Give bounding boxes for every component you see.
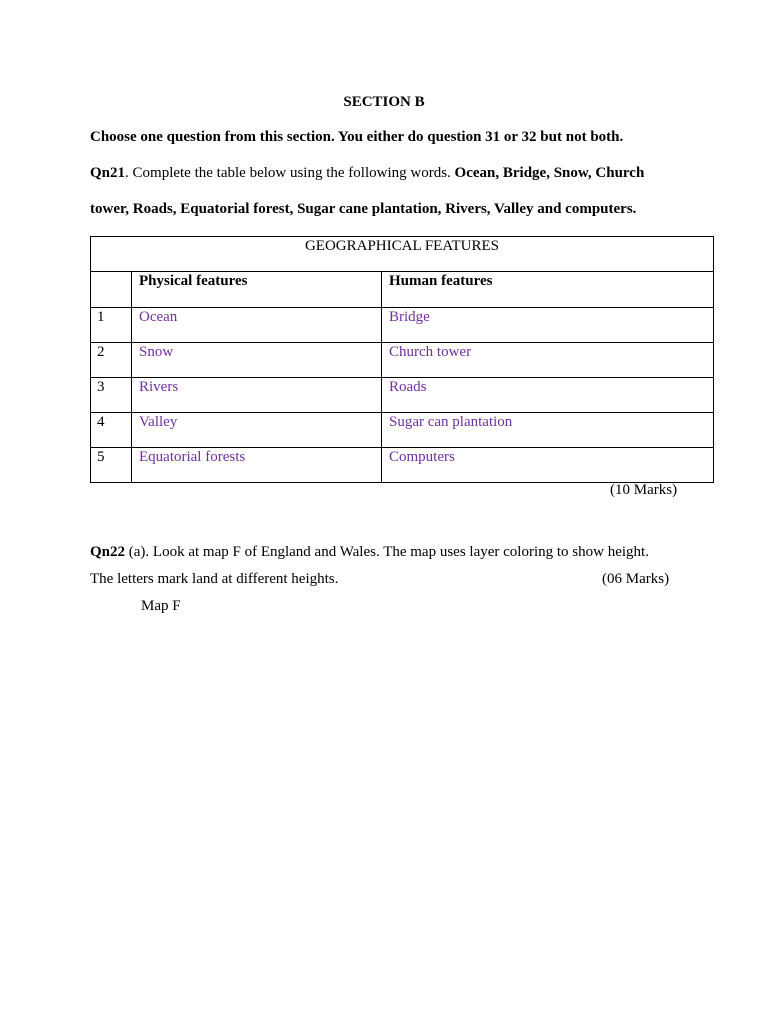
row-number-cell xyxy=(91,413,132,448)
qn21-marks: (10 Marks) xyxy=(610,482,678,498)
human-feature: Church tower xyxy=(389,344,472,360)
header-physical-cell xyxy=(132,272,382,308)
table-caption-text: GEOGRAPHICAL FEATURES xyxy=(304,238,500,254)
qn22-label: Qn22 xyxy=(90,544,126,560)
row-number-cell xyxy=(91,308,132,343)
section-instruction: Choose one question from this section. You either do question 31 or 32 but not both. xyxy=(90,129,624,145)
human-feature-cell xyxy=(382,448,714,483)
row-number: 3 xyxy=(97,379,105,395)
physical-feature: Valley xyxy=(139,414,178,430)
row-number-cell xyxy=(91,448,132,483)
geographical-features-table xyxy=(90,236,714,483)
row-number: 2 xyxy=(97,344,105,360)
table-row xyxy=(91,448,714,483)
physical-feature-cell xyxy=(132,413,382,448)
qn22-marks: (06 Marks) xyxy=(602,571,670,587)
qn22-text-line1: (a). Look at map F of England and Wales. The map uses layer coloring to show height. xyxy=(125,544,649,560)
human-feature: Roads xyxy=(389,379,427,395)
qn22-text-line2: The letters mark land at different heights. xyxy=(90,571,339,587)
header-human-cell xyxy=(382,272,714,308)
row-number-cell xyxy=(91,343,132,378)
human-feature-cell xyxy=(382,378,714,413)
row-number-cell xyxy=(91,378,132,413)
physical-feature-cell xyxy=(132,308,382,343)
physical-feature: Ocean xyxy=(139,309,178,325)
physical-feature-cell xyxy=(132,343,382,378)
physical-feature-cell xyxy=(132,378,382,413)
physical-feature: Equatorial forests xyxy=(139,449,246,465)
section-title: SECTION B xyxy=(343,94,425,110)
physical-feature: Snow xyxy=(139,344,174,360)
qn21-label: Qn21 xyxy=(90,165,126,181)
human-feature: Bridge xyxy=(389,309,430,325)
table-header-row xyxy=(91,272,714,308)
physical-feature: Rivers xyxy=(139,379,179,395)
qn21-words-line2: tower, Roads, Equatorial forest, Sugar cane plantation, Rivers, Valley and computers. xyxy=(90,201,637,217)
human-feature: Computers xyxy=(389,449,455,465)
human-feature: Sugar can plantation xyxy=(389,414,513,430)
qn22-prompt-line1 xyxy=(90,544,649,561)
qn21-text: . Complete the table below using the following words. xyxy=(125,165,455,181)
table-row xyxy=(91,413,714,448)
row-number: 4 xyxy=(97,414,105,430)
row-number: 5 xyxy=(97,449,105,465)
human-feature-cell xyxy=(382,343,714,378)
map-label: Map F xyxy=(141,598,181,614)
qn21-prompt-line1 xyxy=(90,165,644,182)
header-number-cell xyxy=(91,272,132,308)
physical-feature-cell xyxy=(132,448,382,483)
table-row xyxy=(91,308,714,343)
header-physical: Physical features xyxy=(139,273,248,289)
human-feature-cell xyxy=(382,308,714,343)
header-human: Human features xyxy=(389,273,493,289)
qn21-words-line1: Ocean, Bridge, Snow, Church xyxy=(454,165,645,181)
table-row xyxy=(91,378,714,413)
human-feature-cell xyxy=(382,413,714,448)
table-caption xyxy=(91,237,714,272)
row-number: 1 xyxy=(97,309,105,325)
table-row xyxy=(91,343,714,378)
